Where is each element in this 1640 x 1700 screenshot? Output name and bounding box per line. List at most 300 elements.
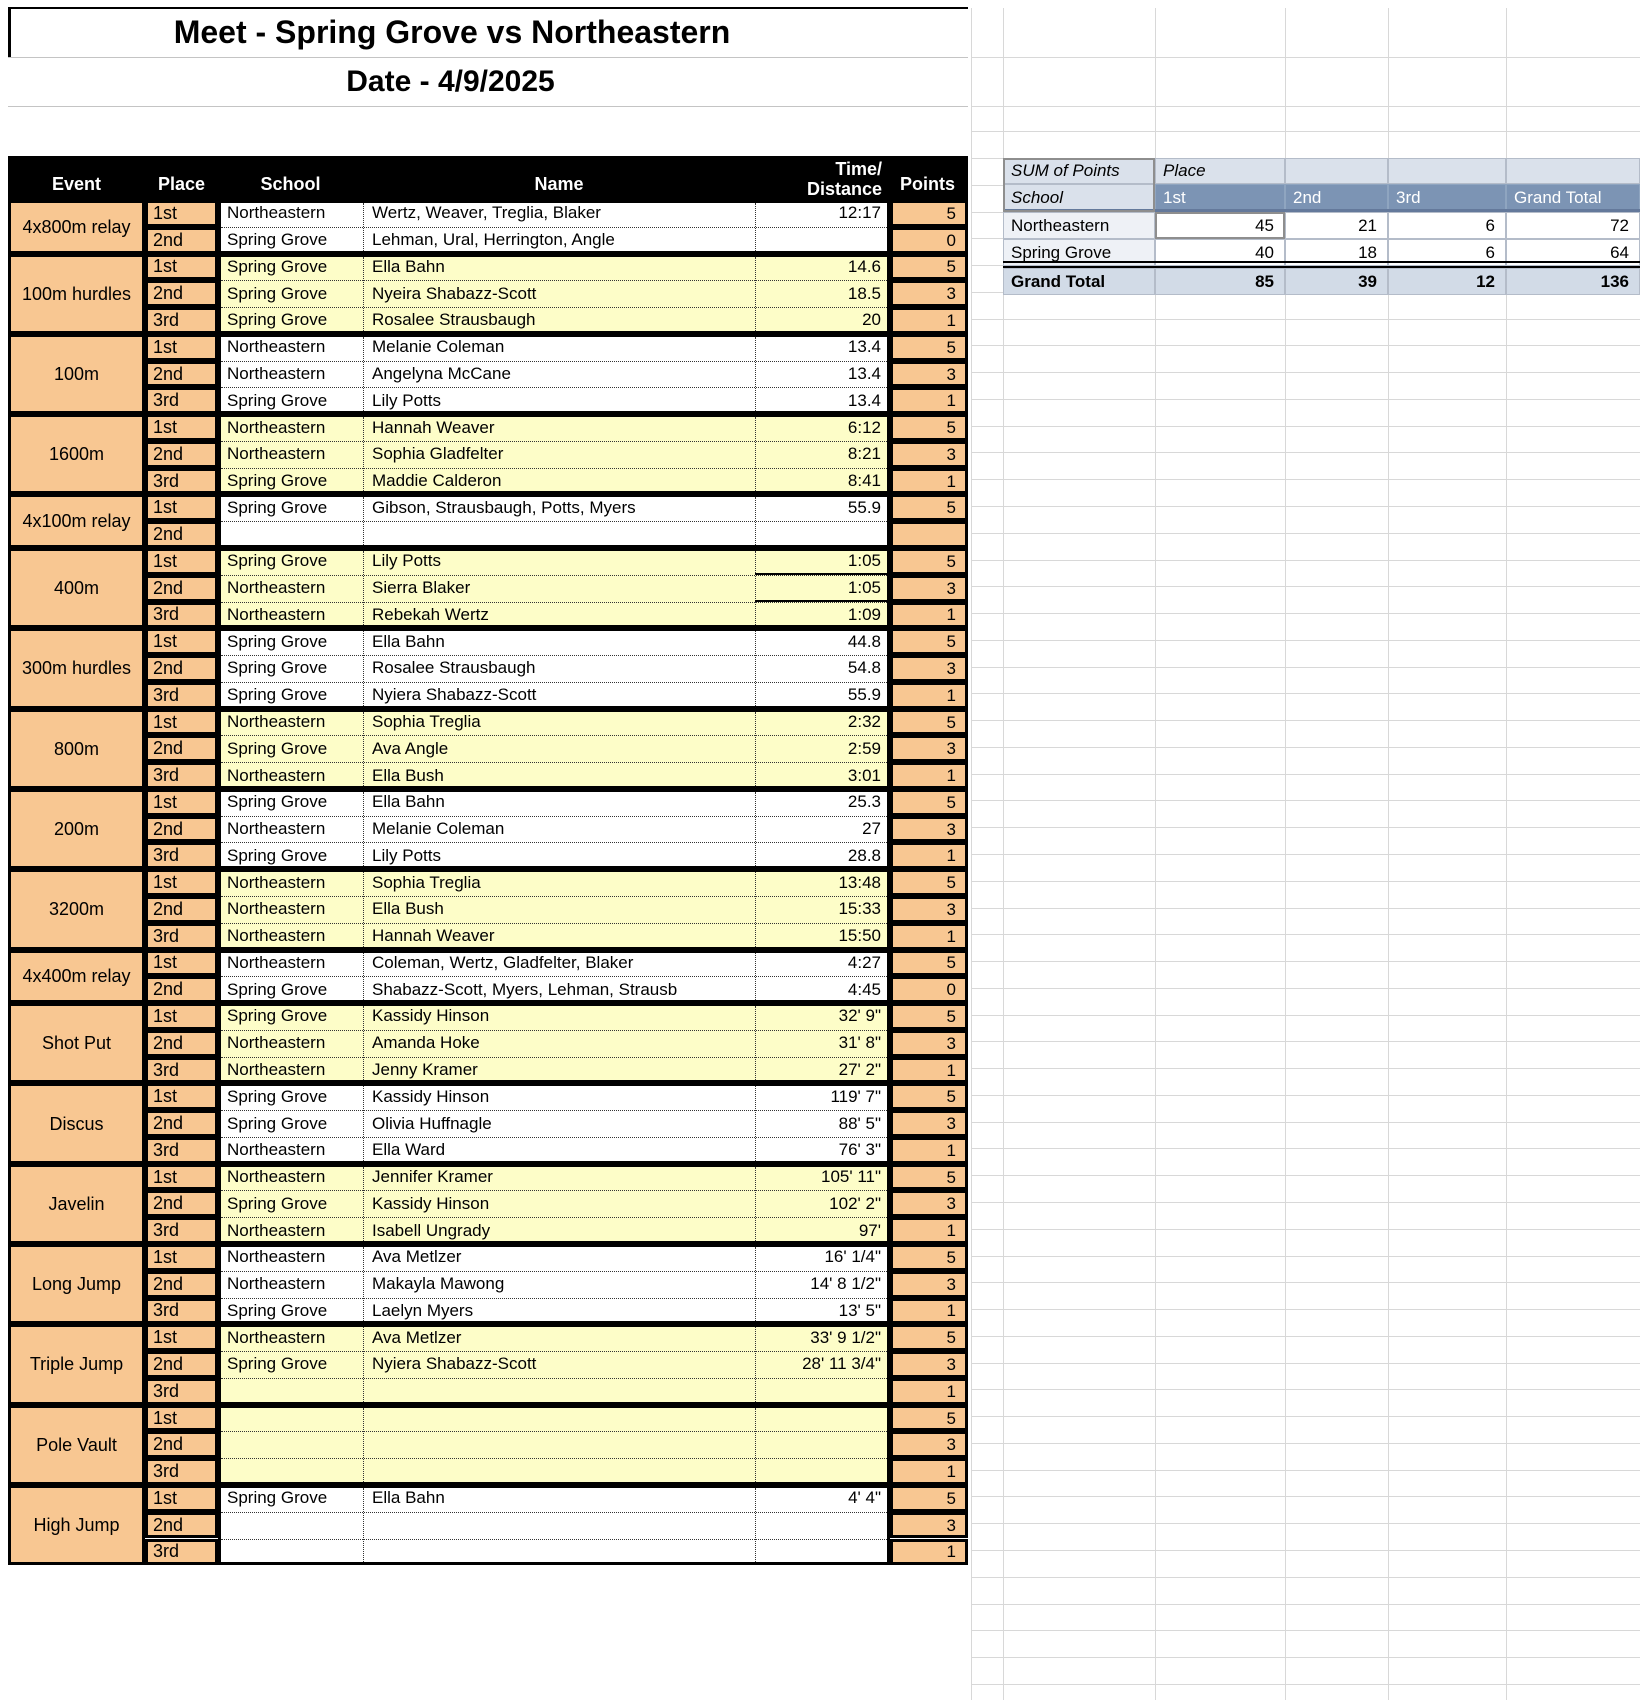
time-distance-cell[interactable]: 76' 3"	[838, 1140, 881, 1160]
place-cell[interactable]: 2nd	[145, 1351, 218, 1378]
name-cell[interactable]: Ella Bush	[372, 765, 444, 785]
place-cell[interactable]: 2nd	[145, 280, 218, 307]
pivot-place-field-cell[interactable]: Place	[1155, 158, 1285, 184]
name-cell[interactable]: Lily Potts	[372, 551, 441, 571]
school-cell[interactable]: Northeastern	[227, 765, 326, 785]
school-cell[interactable]: Northeastern	[227, 203, 326, 223]
points-cell[interactable]: 3	[890, 1190, 968, 1217]
name-cell[interactable]: Coleman, Wertz, Gladfelter, Blaker	[372, 952, 634, 972]
time-distance-cell[interactable]: 102' 2"	[829, 1193, 881, 1213]
time-distance-cell[interactable]	[756, 1405, 887, 1432]
points-cell[interactable]: 5	[890, 1324, 968, 1351]
time-distance-cell[interactable]: 28.8	[847, 845, 881, 865]
pivot-value[interactable]: 6	[1388, 239, 1506, 266]
header-points[interactable]: Points	[899, 174, 955, 194]
place-cell[interactable]: 2nd	[145, 1431, 218, 1458]
points-cell[interactable]: 1	[890, 602, 968, 629]
time-distance-cell[interactable]: 32' 9"	[838, 1006, 881, 1026]
name-cell[interactable]	[364, 1458, 755, 1485]
time-distance-cell[interactable]: 13.4	[847, 337, 881, 357]
name-cell[interactable]: Rebekah Wertz	[372, 604, 489, 624]
place-cell[interactable]: 3rd	[145, 923, 218, 950]
place-cell[interactable]: 1st	[145, 414, 218, 441]
school-cell[interactable]: Spring Grove	[227, 1006, 328, 1026]
pivot-col-header-grand-total[interactable]: Grand Total	[1506, 184, 1640, 212]
place-cell[interactable]: 3rd	[145, 602, 218, 629]
points-cell[interactable]: 1	[890, 842, 968, 869]
place-cell[interactable]: 1st	[145, 1003, 218, 1030]
school-cell[interactable]: Spring Grove	[227, 845, 328, 865]
place-cell[interactable]: 2nd	[145, 521, 218, 548]
name-cell[interactable]: Angelyna McCane	[372, 363, 511, 383]
time-distance-cell[interactable]: 8:21	[847, 444, 881, 464]
school-cell[interactable]: Spring Grove	[227, 551, 328, 571]
pivot-top-empty-2[interactable]	[1388, 158, 1506, 184]
school-cell[interactable]: Northeastern	[227, 872, 326, 892]
time-distance-cell[interactable]	[756, 1512, 887, 1539]
time-distance-cell[interactable]	[756, 521, 887, 548]
name-cell[interactable]: Ella Bush	[372, 899, 444, 919]
time-distance-cell[interactable]: 2:59	[847, 738, 881, 758]
points-cell[interactable]: 3	[890, 1512, 968, 1539]
school-cell[interactable]: Spring Grove	[227, 1086, 328, 1106]
time-distance-cell[interactable]: 4:45	[847, 979, 881, 999]
place-cell[interactable]: 3rd	[145, 307, 218, 334]
event-cell[interactable]: High Jump	[8, 1485, 145, 1565]
time-distance-cell[interactable]: 88' 5"	[838, 1113, 881, 1133]
school-cell[interactable]: Northeastern	[227, 1033, 326, 1053]
points-cell[interactable]: 5	[890, 1164, 968, 1191]
name-cell[interactable]: Shabazz-Scott, Myers, Lehman, Strausb	[372, 979, 678, 999]
points-cell[interactable]: 1	[890, 1217, 968, 1244]
school-cell[interactable]: Northeastern	[227, 899, 326, 919]
place-cell[interactable]: 1st	[145, 548, 218, 575]
event-cell[interactable]: 4x400m relay	[8, 950, 145, 1004]
place-cell[interactable]: 2nd	[145, 816, 218, 843]
school-cell[interactable]: Northeastern	[227, 337, 326, 357]
event-cell[interactable]: 1600m	[8, 414, 145, 494]
points-cell[interactable]: 3	[890, 575, 968, 602]
pivot-top-empty-3[interactable]	[1506, 158, 1640, 184]
points-cell[interactable]: 5	[890, 950, 968, 977]
name-cell[interactable]: Sophia Treglia	[372, 712, 481, 731]
time-distance-cell[interactable]: 13' 5"	[838, 1300, 881, 1320]
event-cell[interactable]: 300m hurdles	[8, 628, 145, 708]
pivot-top-empty-1[interactable]	[1285, 158, 1388, 184]
place-cell[interactable]: 2nd	[145, 1030, 218, 1057]
school-cell[interactable]: Spring Grove	[227, 658, 328, 678]
pivot-value[interactable]: 6	[1388, 212, 1506, 239]
name-cell[interactable]: Melanie Coleman	[372, 337, 505, 357]
time-distance-cell[interactable]	[756, 1458, 887, 1485]
name-cell[interactable]	[364, 1405, 755, 1432]
place-cell[interactable]: 1st	[145, 1324, 218, 1351]
name-cell[interactable]: Rosalee Strausbaugh	[372, 658, 536, 678]
pivot-value[interactable]: 45	[1155, 212, 1285, 239]
time-distance-cell[interactable]: 15:50	[838, 926, 881, 946]
header-place[interactable]: Place	[157, 174, 206, 194]
points-cell[interactable]: 1	[890, 1378, 968, 1405]
place-cell[interactable]: 1st	[145, 1485, 218, 1512]
school-cell[interactable]: Spring Grove	[227, 631, 328, 651]
place-cell[interactable]: 2nd	[145, 735, 218, 762]
pivot-grand-total-value[interactable]: 136	[1506, 268, 1640, 295]
school-cell[interactable]: Northeastern	[227, 1327, 326, 1347]
name-cell[interactable]: Ava Metlzer	[372, 1247, 462, 1267]
points-cell[interactable]: 3	[890, 1110, 968, 1137]
points-cell[interactable]: 3	[890, 441, 968, 468]
meet-title-cell[interactable]: Meet - Spring Grove vs Northeastern	[8, 8, 893, 57]
time-distance-cell[interactable]	[756, 227, 887, 254]
school-cell[interactable]: Northeastern	[227, 578, 326, 598]
pivot-value[interactable]: 64	[1506, 239, 1640, 266]
event-cell[interactable]: Long Jump	[8, 1244, 145, 1324]
points-cell[interactable]: 3	[890, 896, 968, 923]
name-cell[interactable]	[364, 521, 755, 548]
name-cell[interactable]: Laelyn Myers	[372, 1300, 474, 1320]
time-distance-cell[interactable]	[756, 1539, 887, 1566]
school-cell[interactable]: Northeastern	[227, 712, 326, 731]
place-cell[interactable]: 1st	[145, 254, 218, 281]
name-cell[interactable]: Amanda Hoke	[372, 1033, 480, 1053]
points-cell[interactable]: 5	[890, 254, 968, 281]
time-distance-cell[interactable]: 3:01	[847, 765, 881, 785]
points-cell[interactable]: 3	[890, 655, 968, 682]
time-distance-cell[interactable]: 55.9	[847, 497, 881, 517]
points-cell[interactable]: 5	[890, 200, 968, 227]
time-distance-cell[interactable]: 14' 8 1/2"	[810, 1274, 881, 1294]
place-cell[interactable]: 3rd	[145, 762, 218, 789]
event-cell[interactable]: 400m	[8, 548, 145, 628]
school-cell[interactable]: Spring Grove	[227, 256, 328, 276]
name-cell[interactable]: Nyiera Shabazz-Scott	[372, 1354, 537, 1374]
time-distance-cell[interactable]: 119' 7"	[830, 1086, 881, 1106]
name-cell[interactable]: Ava Metlzer	[372, 1327, 462, 1347]
place-cell[interactable]: 2nd	[145, 976, 218, 1003]
event-cell[interactable]: 200m	[8, 789, 145, 869]
place-cell[interactable]: 2nd	[145, 575, 218, 602]
name-cell[interactable]: Nyiera Shabazz-Scott	[372, 685, 537, 705]
place-cell[interactable]: 2nd	[145, 441, 218, 468]
time-distance-cell[interactable]: 12:17	[838, 203, 881, 223]
place-cell[interactable]: 1st	[145, 1405, 218, 1432]
pivot-value[interactable]: 21	[1285, 212, 1388, 239]
place-cell[interactable]: 3rd	[145, 1539, 218, 1566]
school-cell[interactable]: Spring Grove	[227, 979, 328, 999]
time-distance-cell[interactable]: 4' 4"	[848, 1488, 881, 1508]
school-cell[interactable]: Northeastern	[227, 926, 326, 946]
place-cell[interactable]: 1st	[145, 869, 218, 896]
name-cell[interactable]: Hannah Weaver	[372, 926, 495, 946]
time-distance-cell[interactable]: 1:05	[847, 551, 881, 571]
name-cell[interactable]: Nyeira Shabazz-Scott	[372, 283, 537, 303]
points-cell[interactable]: 3	[890, 735, 968, 762]
school-cell[interactable]: Northeastern	[227, 1167, 326, 1187]
time-distance-cell[interactable]: 44.8	[847, 631, 881, 651]
school-cell[interactable]: Northeastern	[227, 444, 326, 464]
event-cell[interactable]: Javelin	[8, 1164, 145, 1244]
school-cell[interactable]: Spring Grove	[227, 497, 328, 517]
name-cell[interactable]: Wertz, Weaver, Treglia, Blaker	[372, 203, 601, 223]
points-cell[interactable]: 1	[890, 1539, 968, 1566]
points-cell[interactable]: 0	[890, 227, 968, 254]
school-cell[interactable]: Spring Grove	[227, 310, 328, 330]
school-cell[interactable]: Northeastern	[227, 363, 326, 383]
pivot-col-header-2nd[interactable]: 2nd	[1285, 184, 1388, 212]
time-distance-cell[interactable]: 20	[862, 310, 881, 330]
place-cell[interactable]: 2nd	[145, 655, 218, 682]
time-distance-cell[interactable]: 4:27	[847, 952, 881, 972]
school-cell[interactable]	[221, 1539, 363, 1566]
event-cell[interactable]: Triple Jump	[8, 1324, 145, 1404]
school-cell[interactable]: Spring Grove	[227, 1488, 328, 1508]
points-cell[interactable]: 1	[890, 682, 968, 709]
points-cell[interactable]: 5	[890, 1083, 968, 1110]
header-time-distance[interactable]	[755, 156, 887, 200]
name-cell[interactable]: Ella Bahn	[372, 631, 445, 651]
time-distance-cell[interactable]: 6:12	[847, 417, 881, 437]
time-distance-cell[interactable]	[756, 1431, 887, 1458]
school-cell[interactable]: Northeastern	[227, 604, 326, 624]
points-cell[interactable]: 0	[890, 976, 968, 1003]
school-cell[interactable]	[221, 521, 363, 548]
points-cell[interactable]: 1	[890, 1057, 968, 1084]
school-cell[interactable]: Northeastern	[227, 417, 326, 437]
place-cell[interactable]: 1st	[145, 1244, 218, 1271]
school-cell[interactable]: Spring Grove	[227, 738, 328, 758]
pivot-value[interactable]: 18	[1285, 239, 1388, 266]
school-cell[interactable]: Northeastern	[227, 819, 326, 839]
points-cell[interactable]: 3	[890, 361, 968, 388]
points-cell[interactable]: 1	[890, 1458, 968, 1485]
name-cell[interactable]: Makayla Mawong	[372, 1274, 505, 1294]
place-cell[interactable]: 2nd	[145, 361, 218, 388]
header-school[interactable]: School	[260, 174, 321, 194]
school-cell[interactable]: Northeastern	[227, 1060, 326, 1079]
name-cell[interactable]	[364, 1539, 755, 1566]
name-cell[interactable]: Isabell Ungrady	[372, 1220, 491, 1240]
time-distance-cell[interactable]: 54.8	[847, 658, 881, 678]
place-cell[interactable]: 3rd	[145, 1217, 218, 1244]
points-cell[interactable]: 5	[890, 1485, 968, 1512]
pivot-col-header-3rd[interactable]: 3rd	[1388, 184, 1506, 212]
time-distance-cell[interactable]: 13:48	[838, 872, 881, 892]
school-cell[interactable]	[221, 1378, 363, 1405]
event-cell[interactable]: 3200m	[8, 869, 145, 949]
points-cell[interactable]: 5	[890, 1405, 968, 1432]
points-cell[interactable]: 5	[890, 494, 968, 521]
time-distance-cell[interactable]: 1:09	[847, 604, 881, 624]
pivot-grand-total-value[interactable]: 85	[1155, 268, 1285, 295]
place-cell[interactable]: 1st	[145, 334, 218, 361]
points-cell[interactable]: 3	[890, 1030, 968, 1057]
time-distance-cell[interactable]: 16' 1/4"	[824, 1247, 881, 1267]
name-cell[interactable]: Ella Bahn	[372, 256, 445, 276]
points-cell[interactable]	[890, 521, 968, 548]
school-cell[interactable]: Northeastern	[227, 952, 326, 972]
school-cell[interactable]: Spring Grove	[227, 390, 328, 410]
place-cell[interactable]: 2nd	[145, 1190, 218, 1217]
time-distance-cell[interactable]: 55.9	[847, 685, 881, 705]
place-cell[interactable]: 3rd	[145, 1458, 218, 1485]
place-cell[interactable]: 3rd	[145, 842, 218, 869]
time-distance-cell[interactable]: 1:05	[847, 578, 881, 598]
school-cell[interactable]: Spring Grove	[227, 685, 328, 705]
school-cell[interactable]	[221, 1512, 363, 1539]
name-cell[interactable]: Sophia Gladfelter	[372, 444, 504, 464]
points-cell[interactable]: 1	[890, 468, 968, 495]
name-cell[interactable]: Jennifer Kramer	[372, 1167, 493, 1187]
name-cell[interactable]: Sophia Treglia	[372, 872, 481, 892]
name-cell[interactable]: Sierra Blaker	[372, 578, 471, 598]
points-cell[interactable]: 1	[890, 1137, 968, 1164]
time-distance-cell[interactable]: 27	[862, 819, 881, 839]
place-cell[interactable]: 3rd	[145, 468, 218, 495]
header-event[interactable]: Event	[51, 174, 102, 194]
place-cell[interactable]: 3rd	[145, 1298, 218, 1325]
pivot-value[interactable]: 72	[1506, 212, 1640, 239]
place-cell[interactable]: 2nd	[145, 896, 218, 923]
name-cell[interactable]: Melanie Coleman	[372, 819, 505, 839]
place-cell[interactable]: 3rd	[145, 1378, 218, 1405]
school-cell[interactable]: Spring Grove	[227, 471, 328, 491]
pivot-row-label-northeastern[interactable]: Northeastern	[1003, 212, 1155, 239]
name-cell[interactable]: Lehman, Ural, Herrington, Angle	[372, 230, 615, 250]
time-distance-cell[interactable]: 8:41	[847, 471, 881, 491]
place-cell[interactable]: 3rd	[145, 387, 218, 414]
name-cell[interactable]: Hannah Weaver	[372, 417, 495, 437]
place-cell[interactable]: 2nd	[145, 1110, 218, 1137]
pivot-row-label-spring-grove[interactable]: Spring Grove	[1003, 239, 1155, 266]
time-distance-cell[interactable]: 14.6	[847, 256, 881, 276]
name-cell[interactable]: Kassidy Hinson	[372, 1086, 490, 1106]
school-cell[interactable]	[221, 1458, 363, 1485]
event-cell[interactable]: Discus	[8, 1083, 145, 1163]
points-cell[interactable]: 5	[890, 1244, 968, 1271]
event-cell[interactable]: 800m	[8, 709, 145, 789]
school-cell[interactable]: Northeastern	[227, 1140, 326, 1160]
time-distance-cell[interactable]: 27' 2"	[838, 1060, 881, 1079]
place-cell[interactable]: 2nd	[145, 1512, 218, 1539]
name-cell[interactable]: Kassidy Hinson	[372, 1006, 490, 1026]
name-cell[interactable]: Ella Ward	[372, 1140, 446, 1160]
place-cell[interactable]: 1st	[145, 1164, 218, 1191]
school-cell[interactable]	[221, 1405, 363, 1432]
school-cell[interactable]: Northeastern	[227, 1220, 326, 1240]
pivot-col-header-1st[interactable]: 1st	[1155, 184, 1285, 212]
points-cell[interactable]: 5	[890, 709, 968, 736]
time-distance-cell[interactable]	[756, 1378, 887, 1405]
name-cell[interactable]	[364, 1431, 755, 1458]
school-cell[interactable]: Spring Grove	[227, 1354, 328, 1374]
school-cell[interactable]: Spring Grove	[227, 1113, 328, 1133]
school-cell[interactable]: Northeastern	[227, 1247, 326, 1267]
school-cell[interactable]	[221, 1431, 363, 1458]
school-cell[interactable]: Spring Grove	[227, 1300, 328, 1320]
place-cell[interactable]: 3rd	[145, 1057, 218, 1084]
header-name[interactable]: Name	[534, 174, 584, 194]
place-cell[interactable]: 1st	[145, 709, 218, 736]
time-distance-cell[interactable]: 25.3	[847, 792, 881, 812]
place-cell[interactable]: 1st	[145, 628, 218, 655]
school-cell[interactable]: Northeastern	[227, 1274, 326, 1294]
pivot-corner-cell[interactable]: SUM of Points	[1003, 158, 1155, 184]
pivot-grand-total-value[interactable]: 39	[1285, 268, 1388, 295]
event-cell[interactable]: Shot Put	[8, 1003, 145, 1083]
event-cell[interactable]: 100m	[8, 334, 145, 414]
school-cell[interactable]: Spring Grove	[227, 230, 328, 250]
school-cell[interactable]: Spring Grove	[227, 1193, 328, 1213]
points-cell[interactable]: 5	[890, 548, 968, 575]
name-cell[interactable]: Ava Angle	[372, 738, 449, 758]
place-cell[interactable]: 1st	[145, 1083, 218, 1110]
pivot-value[interactable]: 40	[1155, 239, 1285, 266]
points-cell[interactable]: 1	[890, 307, 968, 334]
points-cell[interactable]: 5	[890, 1003, 968, 1030]
time-distance-cell[interactable]: 28' 11 3/4"	[802, 1354, 881, 1374]
name-cell[interactable]: Kassidy Hinson	[372, 1193, 490, 1213]
points-cell[interactable]: 5	[890, 414, 968, 441]
time-distance-cell[interactable]: 105' 11"	[820, 1167, 881, 1187]
points-cell[interactable]: 3	[890, 1431, 968, 1458]
name-cell[interactable]	[364, 1512, 755, 1539]
name-cell[interactable]	[364, 1378, 755, 1405]
place-cell[interactable]: 2nd	[145, 227, 218, 254]
place-cell[interactable]: 1st	[145, 494, 218, 521]
place-cell[interactable]: 1st	[145, 789, 218, 816]
name-cell[interactable]: Ella Bahn	[372, 1488, 445, 1508]
name-cell[interactable]: Jenny Kramer	[372, 1060, 478, 1079]
name-cell[interactable]: Ella Bahn	[372, 792, 445, 812]
place-cell[interactable]: 2nd	[145, 1271, 218, 1298]
points-cell[interactable]: 5	[890, 789, 968, 816]
pivot-school-field-cell[interactable]: School	[1003, 184, 1155, 212]
points-cell[interactable]: 1	[890, 923, 968, 950]
name-cell[interactable]: Maddie Calderon	[372, 471, 502, 491]
pivot-grand-total-value[interactable]: 12	[1388, 268, 1506, 295]
event-cell[interactable]: Pole Vault	[8, 1405, 145, 1485]
name-cell[interactable]: Lily Potts	[372, 390, 441, 410]
name-cell[interactable]: Gibson, Strausbaugh, Potts, Myers	[372, 497, 636, 517]
points-cell[interactable]: 5	[890, 869, 968, 896]
school-cell[interactable]: Spring Grove	[227, 283, 328, 303]
place-cell[interactable]: 3rd	[145, 1137, 218, 1164]
time-distance-cell[interactable]: 13.4	[847, 390, 881, 410]
time-distance-cell[interactable]: 31' 8"	[838, 1033, 881, 1053]
name-cell[interactable]: Rosalee Strausbaugh	[372, 310, 536, 330]
time-distance-cell[interactable]: 15:33	[838, 899, 881, 919]
points-cell[interactable]: 3	[890, 280, 968, 307]
school-cell[interactable]: Spring Grove	[227, 792, 328, 812]
place-cell[interactable]: 3rd	[145, 682, 218, 709]
event-cell[interactable]: 100m hurdles	[8, 254, 145, 334]
points-cell[interactable]: 1	[890, 1298, 968, 1325]
points-cell[interactable]: 3	[890, 1351, 968, 1378]
time-distance-cell[interactable]: 97'	[858, 1220, 881, 1240]
date-cell[interactable]: Date - 4/9/2025	[346, 65, 555, 98]
pivot-grand-total-label[interactable]: Grand Total	[1003, 268, 1155, 295]
time-distance-cell[interactable]: 2:32	[847, 712, 881, 731]
place-cell[interactable]: 1st	[145, 200, 218, 227]
points-cell[interactable]: 3	[890, 1271, 968, 1298]
name-cell[interactable]: Olivia Huffnagle	[372, 1113, 492, 1133]
points-cell[interactable]: 5	[890, 334, 968, 361]
event-cell[interactable]: 4x100m relay	[8, 494, 145, 548]
points-cell[interactable]: 1	[890, 762, 968, 789]
event-cell[interactable]: 4x800m relay	[8, 200, 145, 254]
place-cell[interactable]: 1st	[145, 950, 218, 977]
points-cell[interactable]: 1	[890, 387, 968, 414]
